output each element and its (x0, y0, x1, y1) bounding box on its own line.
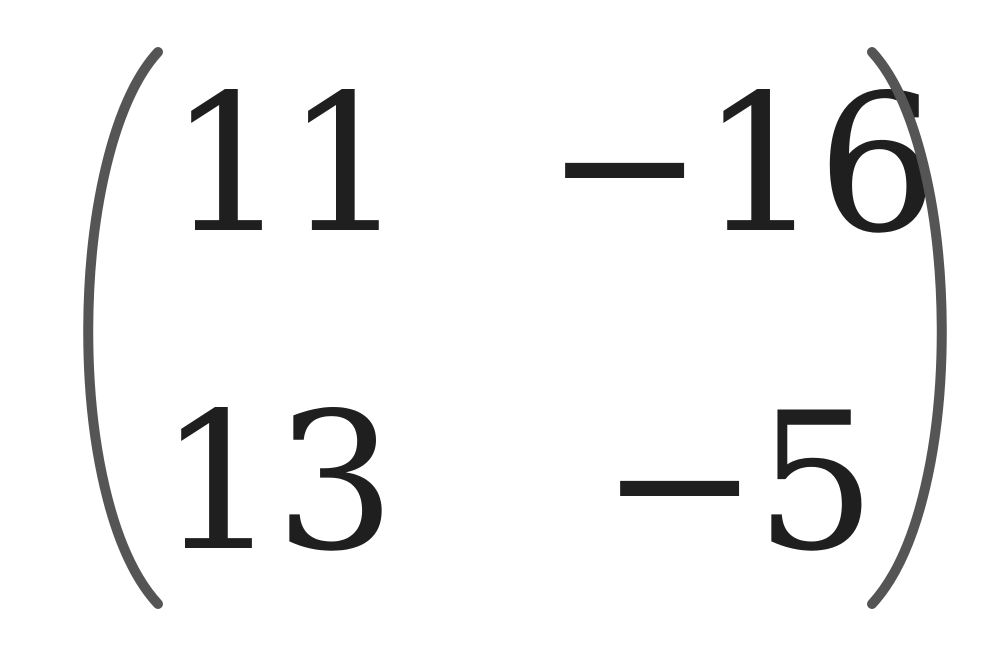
matrix-cell-r1-c2: −16 (545, 54, 934, 275)
matrix-cell-r2-c2: −5 (600, 372, 873, 593)
right-parenthesis (850, 0, 990, 653)
matrix-cell-r1-c1: 11 (168, 54, 402, 275)
matrix-cell-r2-c1: 13 (158, 372, 392, 593)
